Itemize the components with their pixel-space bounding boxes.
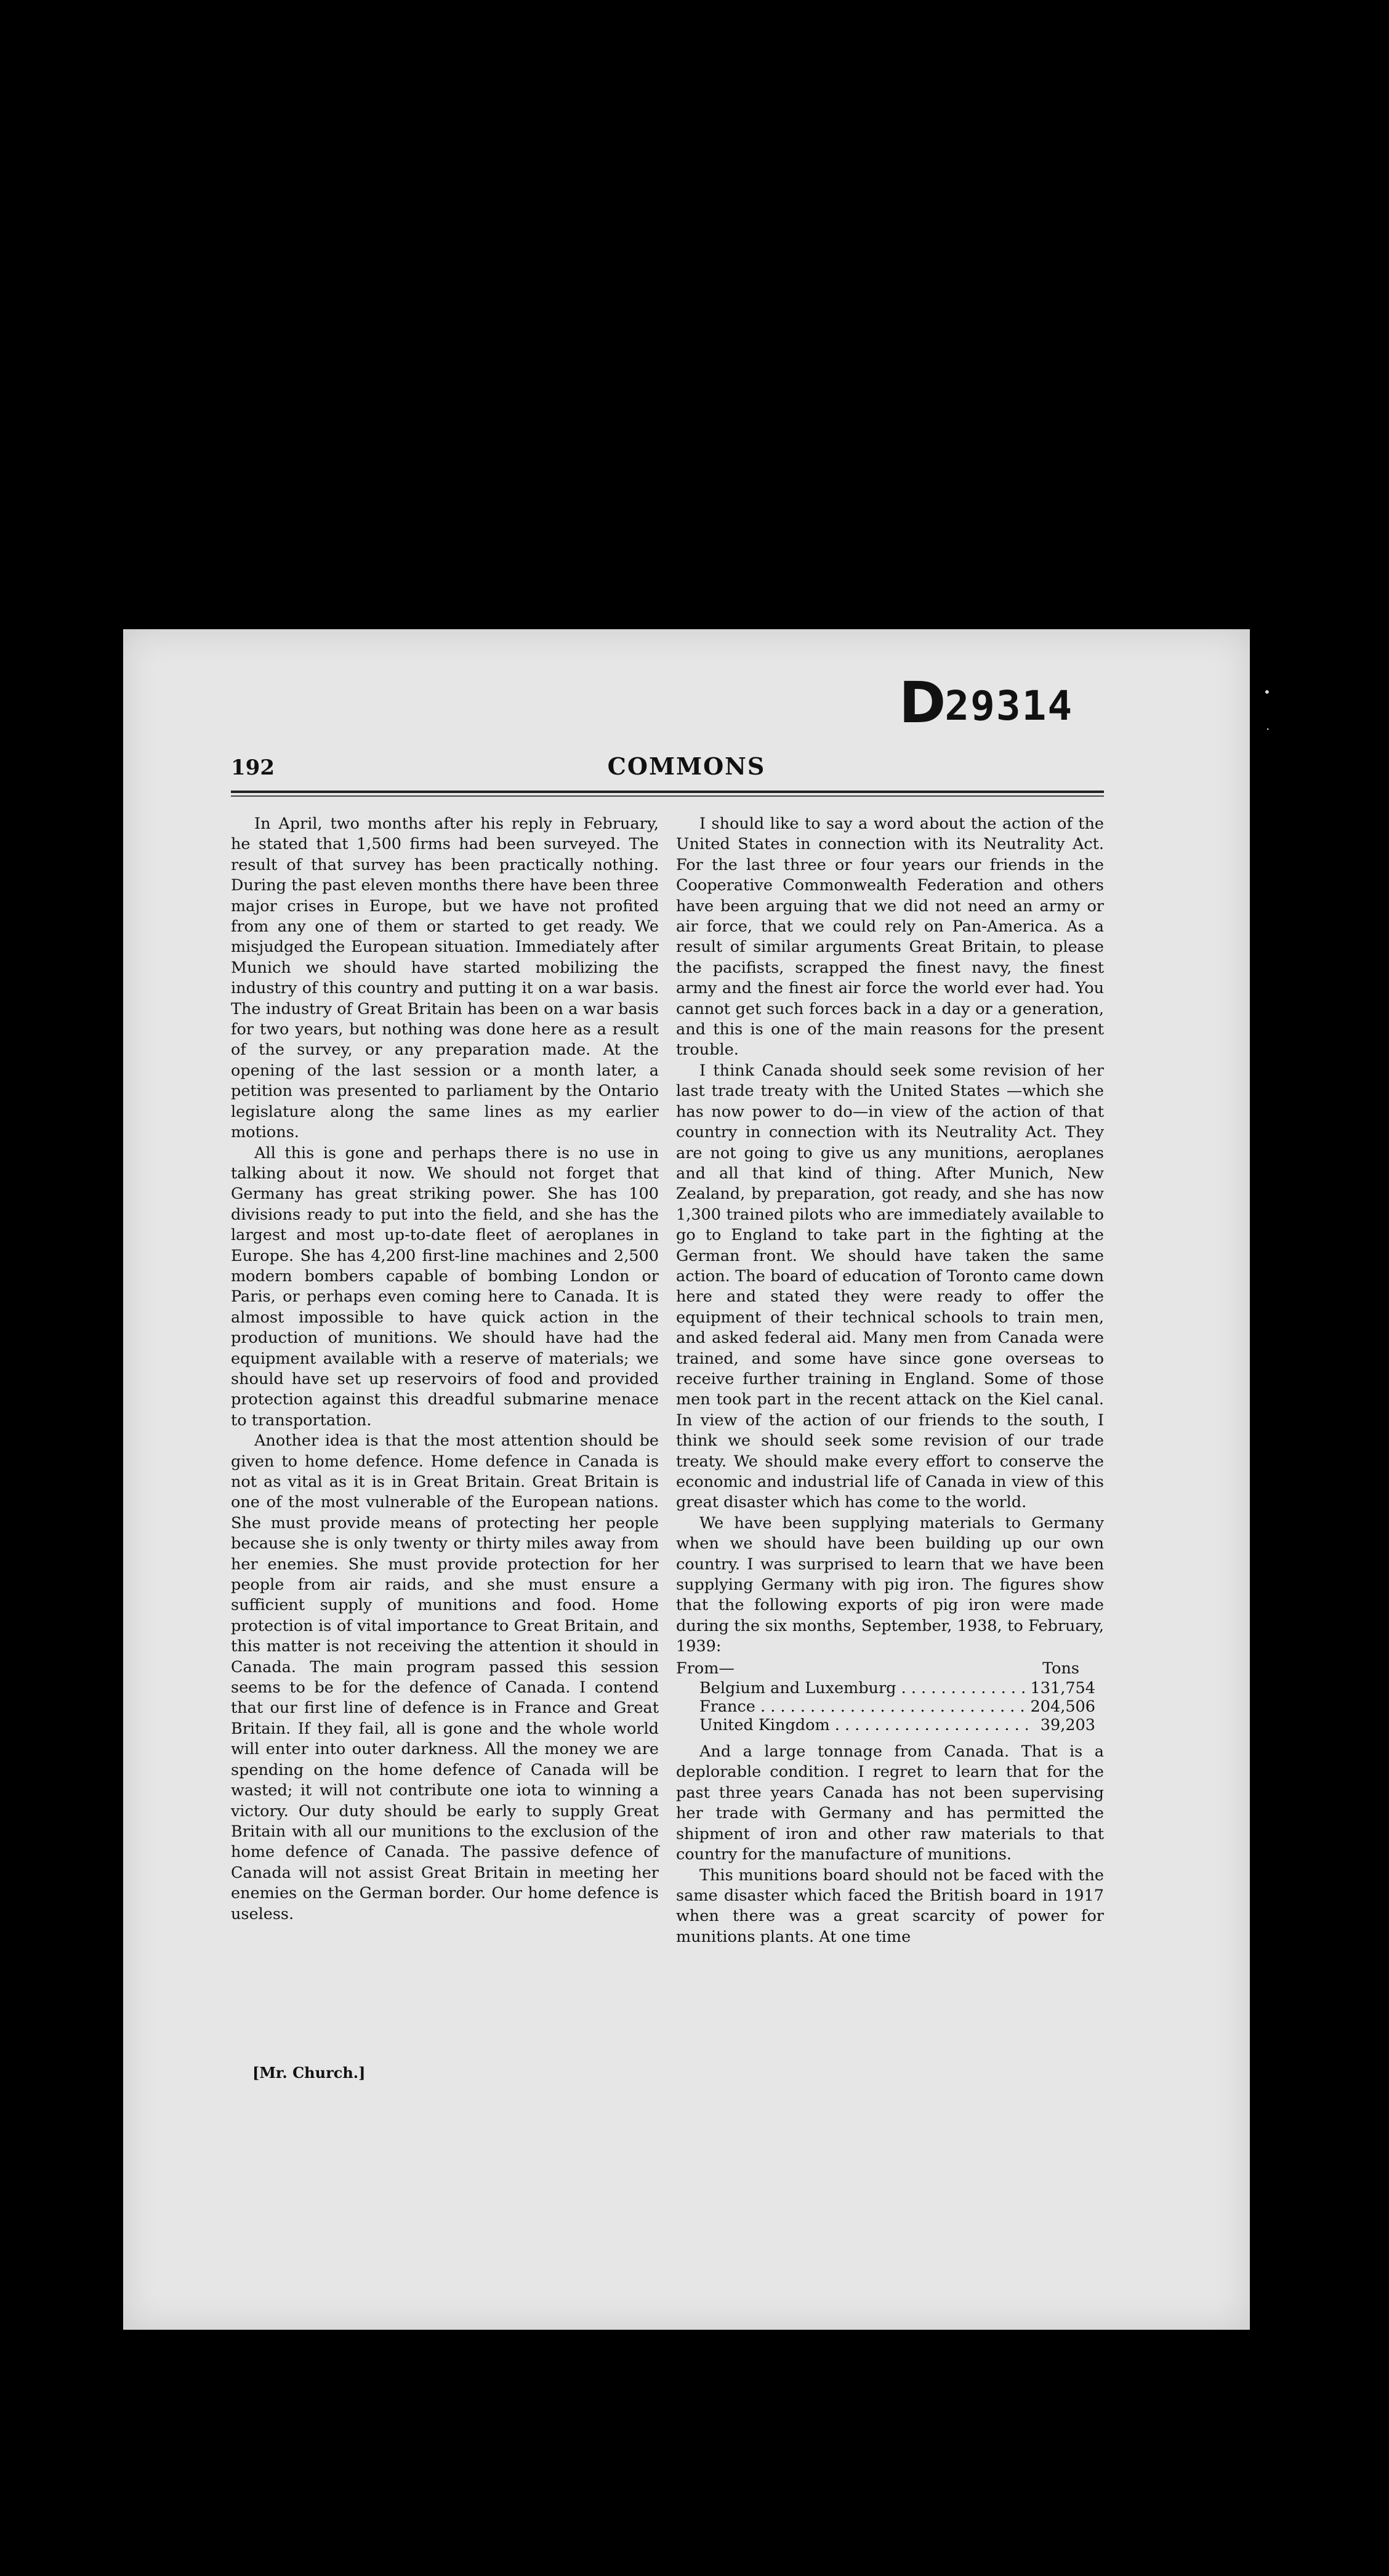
left-column [231, 814, 659, 1925]
paragraph: All this is gone and perhaps there is no use in talking about it now. We should not forget that Germany has great striking power. She has 100 divisions ready to put into the field, and she has the largest and most up-to-date fleet of aeroplanes in Europe. She has 4,200 first-line machines and 2,500 modern bombers capable of bombing London or Paris, or perhaps even coming here to Canada. It is almost impossible to have quick action in the production of munitions. We should have had the equipment available with a reserve of materials; we should have set up reservoirs of food and provided protection against this dreadful submarine menace to transportation. [231, 1143, 659, 1430]
exports-table-header [676, 1659, 1104, 1679]
tons-label: Tons [1042, 1659, 1079, 1678]
speaker-attribution: [Mr. Church.] [252, 2064, 366, 2082]
country-name: France . . . [699, 1697, 1028, 1716]
header-rule [231, 791, 1104, 793]
table-row [699, 1716, 1104, 1734]
paragraph: In April, two months after his reply in February, he stated that 1,500 firms had been surveyed. The result of that survey has been practically nothing. During the past eleven months there have been three major crises in Europe, but we have not profited from any one of them or started to get ready. We misjudged the European situation. Immediately after Munich we should have started mobilizing the industry of this country and putting it on a war basis. The industry of Great Britain has been on a war basis for two years, but nothing was done here as a result of the survey, or any preparation made. At the opening of the last session or a month later, a petition was presented to parliament by the Ontario legislature along the same lines as my earlier motions. [231, 815, 659, 1142]
paragraph: I think Canada should seek some revision of her last trade treaty with the United States —which she has now power to do—in view of the action of that country in connection with its Neutrality Act. They are not going to give us any munitions, aeroplanes and all that kind of thing. After Munich, New Zealand, by preparation, got ready, and she has now 1,300 trained pilots who are immediately available to go to England to take part in the fighting at the German front. We should have taken the same action. The board of education of Toronto came down here and stated they were ready to offer the equipment of their technical schools to train men, and asked federal aid. Many men from Canada were trained, and some have since gone overseas to receive further training in England. Some of those men took part in the recent attack on the Kiel canal. In view of the action of our friends to the south, I think we should seek some revision of our trade treaty. We should make every effort to conserve the economic and industrial life of Canada in view of this great disaster which has come to the world. [676, 1061, 1104, 1512]
margin-dot: · [1266, 722, 1270, 736]
tonnage-value: 39,203 [1040, 1716, 1095, 1735]
paragraph: Another idea is that the most attention should be given to home defence. Home defence in Canada is not as vital as it is in Great Britain. Great Britain is one of the most vulnerable of the European nations. She must provide means of protecting her people because she is only twenty or thirty miles away from her enemies. She must provide protection for her people from air raids, and she must ensure a sufficient supply of munitions and food. Home protection is of vital importance to Great Britain, and this matter is not receiving the attention it should in Canada. The main program passed this session seems to be for the defence of Canada. I contend that our first line of defence is in France and Great Britain. If they fail, all is gone and the whole world will enter into outer darkness. All the money we are spending on the home defence of Canada will be wasted; it will not contribute one iota to winning a victory. Our duty should be early to supply Great Britain with all our munitions to the exclusion of the home defence of Canada. The passive defence of Canada will not assist Great Britain in meeting her enemies on the German border. Our home defence is useless. [231, 1431, 659, 1923]
tonnage-value: 131,754 [1030, 1679, 1095, 1698]
right-column [676, 814, 1104, 1947]
margin-dot: • [1263, 685, 1271, 699]
paragraph: We have been supplying materials to Germany when we should have been building up our own country. I was surprised to learn that we have been supplying Germany with pig iron. The figures show that the following exports of pig iron were made during the six months, September, 1938, to February, 1939: [676, 1513, 1104, 1656]
table-row [699, 1679, 1104, 1697]
document-stamp [899, 672, 1170, 734]
margin-marks [1251, 629, 1288, 2330]
tonnage-value: 204,506 [1030, 1697, 1095, 1717]
header-rule-thin [231, 795, 1104, 797]
paragraph: And a large tonnage from Canada. That is a deplorable condition. I regret to learn that for the past three years Canada has not been supervising her trade with Germany and has permitted the shipment of iron and other raw materials to that country for the manufacture of munitions. [676, 1742, 1104, 1864]
running-head: COMMONS [607, 752, 766, 780]
page-number: 192 [231, 755, 275, 780]
paragraph: I should like to say a word about the action of the United States in connection with its Neutrality Act. For the last three or four years our friends in the Cooperative Commonwealth Federation and others have been arguing that we did not need an army or air force, that we could rely on Pan-America. As a result of similar arguments Great Britain, to please the pacifists, scrapped the finest navy, the finest army and the finest air force the world ever had. You cannot get such forces back in a day or a generation, and this is one of the main reasons for the present trouble. [676, 815, 1104, 1060]
country-name: United Kingdom . . . [699, 1716, 1028, 1734]
paragraph: This munitions board should not be faced with the same disaster which faced the British board in 1917 when there was a great scarcity of power for munitions plants. At one time [676, 1866, 1104, 1946]
exports-table [699, 1679, 1104, 1734]
document-page [123, 629, 1250, 2330]
table-row [699, 1697, 1104, 1716]
stamp-number: 29314 [944, 682, 1074, 730]
country-name: Belgium and Luxemburg . . . [699, 1679, 1028, 1697]
stamp-letter: D [899, 670, 945, 736]
from-label: From— [676, 1659, 735, 1678]
